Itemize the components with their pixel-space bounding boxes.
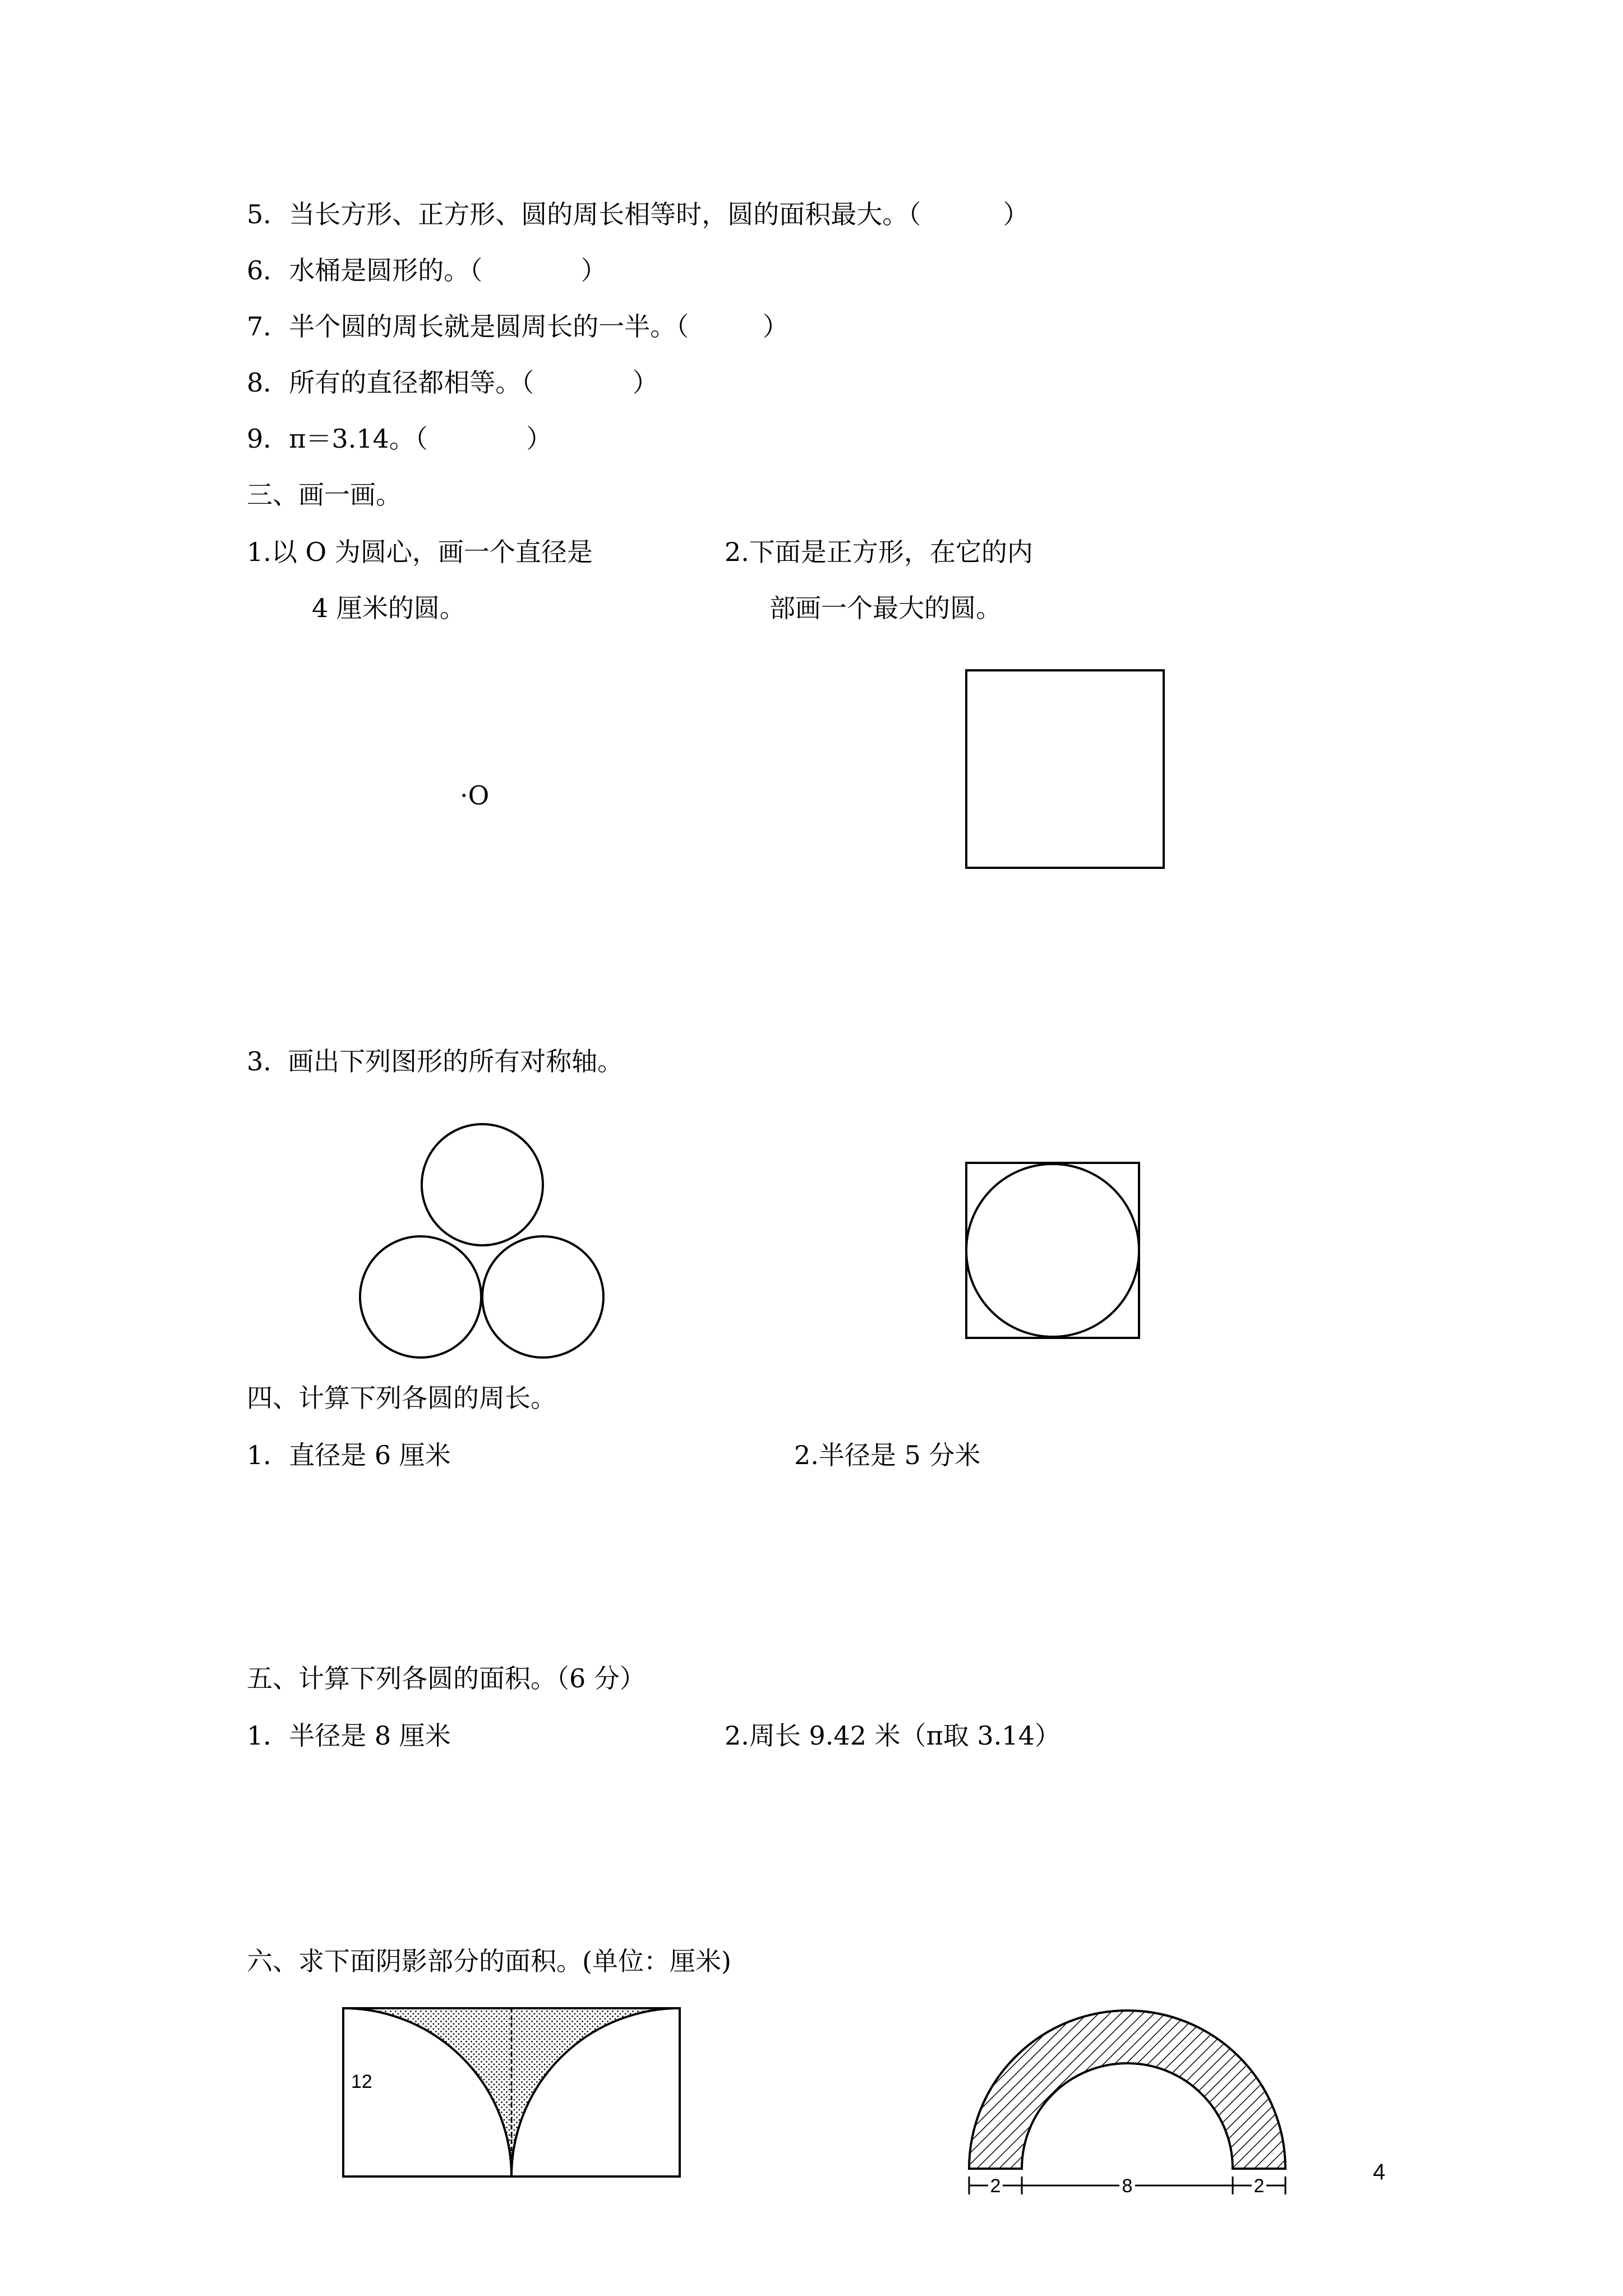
bottom-left-circle — [360, 1236, 481, 1358]
section-shaded-heading: 六、求下面阴影部分的面积。(单位：厘米) — [247, 1946, 731, 1976]
inscribed-circle — [966, 1164, 1139, 1337]
square-outline — [966, 670, 1164, 868]
perimeter-q1: 1．直径是 6 厘米 — [247, 1440, 451, 1470]
section-perimeter-heading: 四、计算下列各圆的周长。 — [247, 1383, 556, 1413]
section-draw-heading: 三、画一画。 — [247, 480, 402, 510]
page-number: 4 — [1373, 2160, 1386, 2184]
judge-q8: 8．所有的直径都相等。（ ） — [247, 367, 658, 398]
dim-label-left: 2 — [990, 2175, 1001, 2197]
draw-q1-line2: 4 厘米的圆。 — [312, 593, 465, 623]
empty-square-figure — [965, 669, 1166, 871]
judge-q7: 7．半个圆的周长就是圆周长的一半。（ ） — [247, 311, 789, 342]
area-q1: 1．半径是 8 厘米 — [247, 1720, 451, 1751]
point-o-label: ·O — [460, 780, 490, 811]
three-circles-figure — [353, 1122, 611, 1369]
judge-q6: 6．水桶是圆形的。（ ） — [247, 255, 607, 286]
perimeter-q2: 2.半径是 5 分米 — [794, 1440, 981, 1470]
shaded-semi-annulus-figure — [953, 2003, 1301, 2199]
top-circle — [422, 1124, 543, 1245]
shaded-ring — [969, 2010, 1285, 2169]
judge-q5: 5．当长方形、正方形、圆的周长相等时，圆的面积最大。（ ） — [247, 199, 1029, 229]
dim-label-right: 2 — [1253, 2175, 1265, 2197]
bottom-right-circle — [482, 1236, 603, 1358]
draw-q2-line1: 2.下面是正方形，在它的内 — [725, 537, 1033, 567]
rectangle-side-label: 12 — [351, 2071, 372, 2092]
shaded-rectangle-figure — [336, 2003, 690, 2188]
section-area-heading: 五、计算下列各圆的面积。（6 分） — [247, 1663, 645, 1694]
area-q2: 2.周长 9.42 米（π取 3.14） — [725, 1720, 1061, 1751]
draw-q2-line2: 部画一个最大的圆。 — [769, 593, 1002, 623]
judge-q9: 9．π＝3.14。（ ） — [247, 424, 552, 454]
dim-label-mid: 8 — [1122, 2175, 1133, 2197]
draw-q1-line1: 1.以 O 为圆心，画一个直径是 — [247, 537, 593, 567]
draw-q3: 3. 画出下列图形的所有对称轴。 — [247, 1046, 624, 1076]
square-with-circle-figure — [965, 1161, 1142, 1341]
